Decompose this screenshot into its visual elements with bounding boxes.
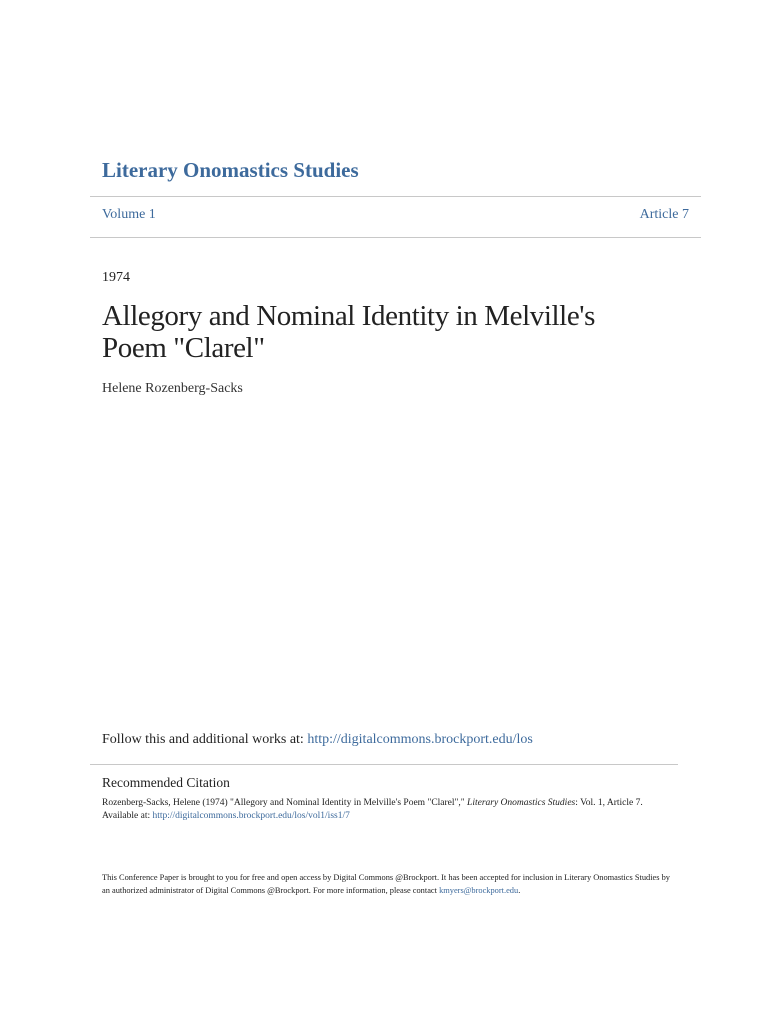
follow-line [102,732,533,748]
citation-journal: Literary Onomastics Studies [467,798,576,808]
contact-email-link[interactable]: kmyers@brockport.edu [439,886,519,895]
article-title: Allegory and Nominal Identity in Melville's Poem "Clarel" [102,300,596,364]
article-link[interactable]: Article 7 [639,207,689,222]
available-prefix: Available at: [102,811,153,821]
header-divider [90,196,701,197]
article-url-link[interactable]: http://digitalcommons.brockport.edu/los/vol1/iss1/7 [152,811,350,821]
journal-title[interactable]: Literary Onomastics Studies [102,158,359,182]
follow-prefix: Follow this and additional works at: [102,732,308,747]
publication-year: 1974 [102,270,130,285]
author-name: Helene Rozenberg-Sacks [102,381,243,396]
nav-divider [90,237,701,238]
citation-text: Rozenberg-Sacks, Helene (1974) "Allegory and Nominal Identity in Melville's Poem "Clarel"," [102,798,468,808]
collection-link[interactable]: http://digitalcommons.brockport.edu/los [307,732,533,747]
citation-divider [90,764,678,765]
citation-volume: : Vol. 1, Article 7. [575,798,643,808]
access-notice [102,871,672,897]
citation-heading: Recommended Citation [102,775,230,790]
notice-end: . [518,886,521,895]
volume-link[interactable]: Volume 1 [102,207,156,222]
citation-block [102,797,662,823]
notice-text: This Conference Paper is brought to you for free and open access by Digital Commons @Brockport. It has been accepted for inclusion in Literary Onomastics Studies by an authorized administrator of Digital Commons @Brockport. For more information, please contact [102,873,670,895]
